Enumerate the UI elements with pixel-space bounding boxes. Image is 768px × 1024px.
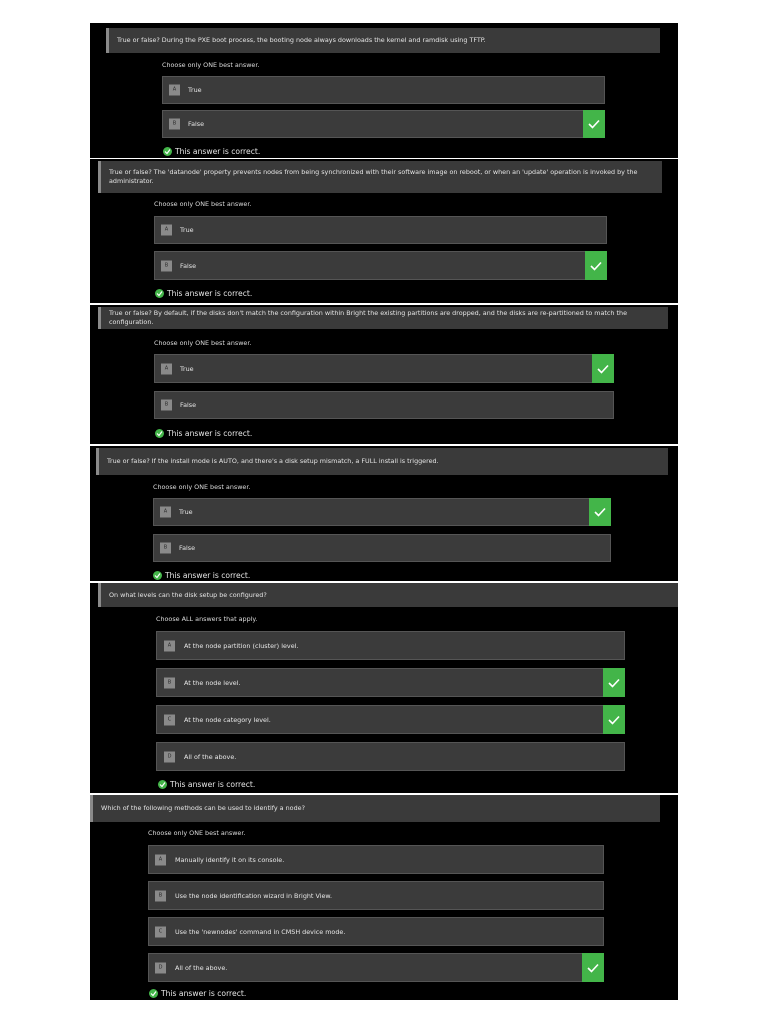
option-label: True	[180, 364, 194, 373]
option-letter: B	[161, 260, 172, 271]
option-false[interactable]	[153, 534, 611, 562]
option-letter: A	[160, 507, 171, 518]
instruction-text: Choose only ONE best answer.	[154, 339, 252, 347]
correct-icon	[155, 289, 164, 298]
result-message	[155, 429, 252, 438]
option-letter: A	[161, 225, 172, 236]
option-label: Use the node identification wizard in Bright View.	[175, 891, 333, 900]
option-false[interactable]	[162, 110, 605, 138]
instruction-text: Choose only ONE best answer.	[153, 483, 251, 491]
option-b[interactable]	[156, 668, 625, 697]
option-label: Manually identify it on its console.	[175, 855, 285, 864]
option-letter: B	[155, 890, 166, 901]
option-label: At the node category level.	[184, 715, 271, 724]
option-false[interactable]	[154, 391, 614, 419]
option-label: False	[180, 401, 197, 409]
option-c[interactable]	[156, 705, 625, 734]
option-label: At the node partition (cluster) level.	[184, 641, 299, 650]
result-message	[153, 571, 250, 580]
option-letter: C	[155, 926, 166, 937]
question-text: True or false? By default, if the disks don't match the configuration within Bright the existing partitions are dropped, and the disks are re-partitioned to match the configuration.	[98, 307, 668, 329]
question-block	[90, 159, 678, 303]
option-true[interactable]	[162, 76, 605, 104]
result-message	[149, 989, 246, 998]
check-icon	[583, 110, 605, 138]
check-icon	[603, 705, 625, 734]
option-label: False	[188, 120, 205, 128]
check-icon	[592, 354, 614, 383]
result-text: This answer is correct.	[165, 571, 251, 580]
option-label: True	[180, 226, 194, 234]
result-message	[155, 289, 252, 298]
correct-icon	[163, 147, 172, 156]
correct-icon	[158, 780, 167, 789]
option-b[interactable]	[148, 881, 604, 910]
check-icon	[603, 668, 625, 697]
question-text: True or false? If the install mode is AUTO, and there's a disk setup mismatch, a FULL install is triggered.	[96, 448, 668, 475]
option-true[interactable]	[153, 498, 611, 526]
option-c[interactable]	[148, 917, 604, 946]
check-icon	[589, 498, 611, 526]
option-letter: C	[164, 714, 175, 725]
option-false[interactable]	[154, 251, 607, 280]
option-label: All of the above.	[175, 963, 228, 972]
option-letter: A	[155, 854, 166, 865]
question-text: True or false? During the PXE boot process, the booting node always downloads the kernel and ramdisk using TFTP.	[106, 28, 660, 53]
option-label: At the node level.	[184, 678, 241, 687]
result-text: This answer is correct.	[167, 429, 253, 438]
option-label: False	[180, 261, 197, 270]
result-text: This answer is correct.	[175, 147, 261, 156]
question-block	[90, 305, 678, 444]
option-a[interactable]	[148, 845, 604, 874]
option-letter: B	[164, 677, 175, 688]
result-message	[163, 147, 260, 156]
instruction-text: Choose only ONE best answer.	[154, 200, 252, 208]
option-true[interactable]	[154, 216, 607, 244]
option-letter: B	[161, 400, 172, 411]
option-label: True	[188, 86, 202, 94]
option-label: All of the above.	[184, 752, 237, 761]
result-text: This answer is correct.	[167, 289, 253, 298]
option-letter: A	[161, 363, 172, 374]
option-letter: D	[155, 962, 166, 973]
option-d[interactable]	[148, 953, 604, 982]
option-d[interactable]	[156, 742, 625, 771]
option-letter: B	[169, 119, 180, 130]
correct-icon	[149, 989, 158, 998]
option-letter: B	[160, 543, 171, 554]
instruction-text: Choose only ONE best answer.	[148, 829, 246, 837]
option-true[interactable]	[154, 354, 614, 383]
option-label: Use the 'newnodes' command in CMSH device mode.	[175, 927, 346, 936]
option-a[interactable]	[156, 631, 625, 660]
question-block	[90, 795, 678, 1000]
correct-icon	[155, 429, 164, 438]
question-text: Which of the following methods can be used to identify a node?	[90, 795, 660, 822]
instruction-text: Choose only ONE best answer.	[162, 61, 260, 69]
result-text: This answer is correct.	[170, 780, 256, 789]
result-message	[158, 780, 255, 789]
question-block	[90, 446, 678, 581]
question-block	[90, 583, 678, 793]
option-label: False	[179, 544, 196, 552]
correct-icon	[153, 571, 162, 580]
check-icon	[582, 953, 604, 982]
result-text: This answer is correct.	[161, 989, 247, 998]
question-text: On what levels can the disk setup be configured?	[98, 583, 678, 607]
check-icon	[585, 251, 607, 280]
instruction-text: Choose ALL answers that apply.	[156, 615, 258, 623]
question-text: True or false? The 'datanode' property prevents nodes from being synchronized with their software image on reboot, or when an 'update' operation is invoked by the administrator.	[98, 161, 662, 193]
option-label: True	[179, 508, 193, 516]
option-letter: A	[169, 85, 180, 96]
question-block	[90, 23, 678, 158]
option-letter: A	[164, 640, 175, 651]
option-letter: D	[164, 751, 175, 762]
